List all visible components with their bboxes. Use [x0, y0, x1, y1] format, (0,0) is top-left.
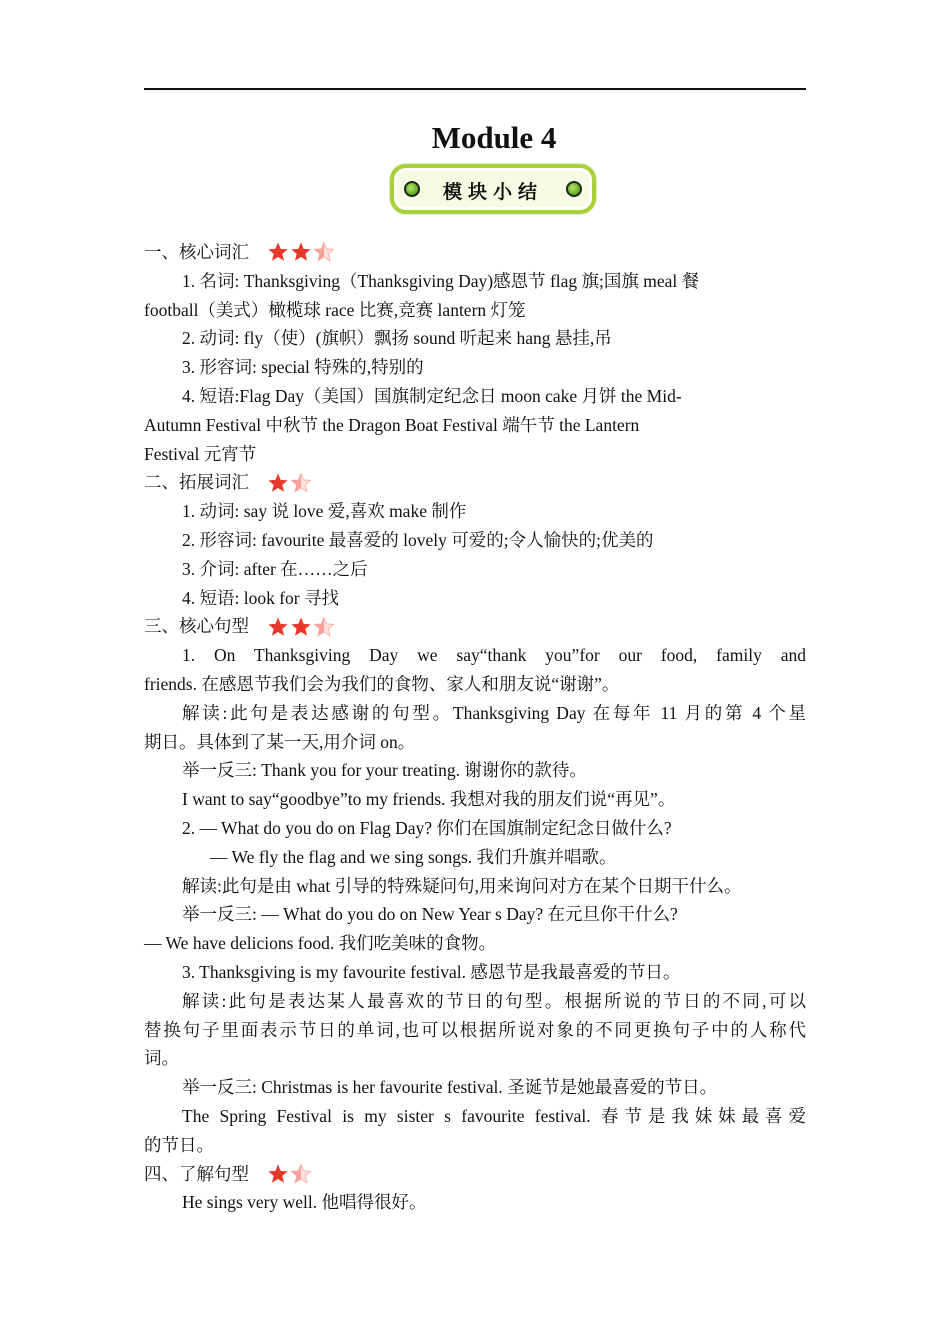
- section-heading-text: 二、拓展词汇: [144, 472, 249, 493]
- difficulty-rating: [267, 1163, 313, 1185]
- star-icon: [267, 1163, 289, 1185]
- text-line: 3. 形容词: special 特殊的,特别的: [182, 357, 424, 378]
- text-line: friends. 在感恩节我们会为我们的食物、家人和朋友说“谢谢”。: [144, 673, 620, 694]
- text-line: 2. — What do you do on Flag Day? 你们在国旗制定纪念日做什么?: [182, 817, 672, 838]
- text-line: 2. 形容词: favourite 最喜爱的 lovely 可爱的;令人愉快的;优美的: [182, 529, 654, 550]
- banner-label: 模块小结: [442, 181, 543, 203]
- difficulty-rating: [267, 472, 313, 494]
- text-line: 4. 短语:Flag Day（美国）国旗制定纪念日 moon cake 月饼 the Mid-: [182, 385, 682, 406]
- section-heading-text: 四、了解句型: [144, 1163, 249, 1184]
- text-line: 解读:此句是表达某人最喜欢的节日的句型。根据所说的节日的不同,可以: [182, 990, 806, 1011]
- star-icon: [290, 616, 312, 638]
- text-line: 举一反三: — What do you do on New Year s Day? 在元旦你干什么?: [182, 904, 678, 925]
- section-heading-text: 一、核心词汇: [144, 242, 249, 262]
- text-line: He sings very well. 他唱得很好。: [182, 1192, 427, 1213]
- text-line: 3. Thanksgiving is my favourite festival. 感恩节是我最喜爱的节日。: [182, 961, 681, 982]
- text-line: 的节日。: [144, 1134, 214, 1155]
- section-heading-text: 三、核心句型: [144, 616, 249, 637]
- green-dot-icon: [566, 181, 582, 197]
- text-line: 1. 动词: say 说 love 爱,喜欢 make 制作: [182, 501, 467, 522]
- text-line: 3. 介词: after 在……之后: [182, 558, 368, 579]
- text-line: 解读:此句是由 what 引导的特殊疑问句,用来询问对方在某个日期干什么。: [182, 875, 742, 896]
- star-icon: [267, 241, 289, 263]
- section-heading: [144, 612, 806, 641]
- text-line: 举一反三: Christmas is her favourite festival. 圣诞节是她最喜爱的节日。: [182, 1077, 718, 1098]
- document-body: [144, 238, 806, 1217]
- difficulty-rating: [267, 616, 336, 638]
- difficulty-rating: [267, 241, 336, 263]
- text-line: — We have delicions food. 我们吃美味的食物。: [144, 933, 497, 954]
- text-line: 解读:此句是表达感谢的句型。Thanksgiving Day 在每年 11 月的第 4 个星: [182, 702, 806, 723]
- half-star-icon: [313, 241, 335, 263]
- text-line: 词。: [144, 1048, 179, 1069]
- text-line: Autumn Festival 中秋节 the Dragon Boat Festival 端午节 the Lantern: [144, 414, 640, 435]
- text-line: 举一反三: Thank you for your treating. 谢谢你的款待。: [182, 760, 587, 781]
- star-icon: [267, 616, 289, 638]
- text-line: 1. 名词: Thanksgiving（Thanksgiving Day)感恩节 flag 旗;国旗 meal 餐: [182, 270, 700, 291]
- half-star-icon: [290, 472, 312, 494]
- half-star-icon: [290, 1163, 312, 1185]
- text-line: I want to say“goodbye”to my friends. 我想对我的朋友们说“再见”。: [182, 789, 676, 810]
- text-line: football（美式）橄榄球 race 比赛,竞赛 lantern 灯笼: [144, 299, 526, 320]
- summary-banner: [390, 164, 596, 214]
- text-line: 1. On Thanksgiving Day we say“thank you”for our food, family and: [182, 645, 806, 666]
- text-line: Festival 元宵节: [144, 443, 257, 464]
- text-line: 4. 短语: look for 寻找: [182, 587, 340, 608]
- section-heading: [144, 1160, 806, 1189]
- top-rule: [144, 88, 806, 90]
- star-icon: [290, 241, 312, 263]
- half-star-icon: [313, 616, 335, 638]
- text-line: 替换句子里面表示节日的单词,也可以根据所说对象的不同更换句子中的人称代: [144, 1019, 806, 1040]
- star-icon: [267, 472, 289, 494]
- text-line: 期日。具体到了某一天,用介词 on。: [144, 731, 416, 752]
- section-heading: [144, 238, 806, 267]
- text-line: — We fly the flag and we sing songs. 我们升旗并唱歌。: [210, 846, 617, 867]
- text-line: The Spring Festival is my sister s favourite festival. 春节是我妹妹最喜爱: [182, 1105, 806, 1126]
- page-title: Module 4: [431, 120, 557, 155]
- text-line: 2. 动词: fly（使）(旗帜）飘扬 sound 听起来 hang 悬挂,吊: [182, 328, 612, 349]
- section-heading: [144, 468, 806, 497]
